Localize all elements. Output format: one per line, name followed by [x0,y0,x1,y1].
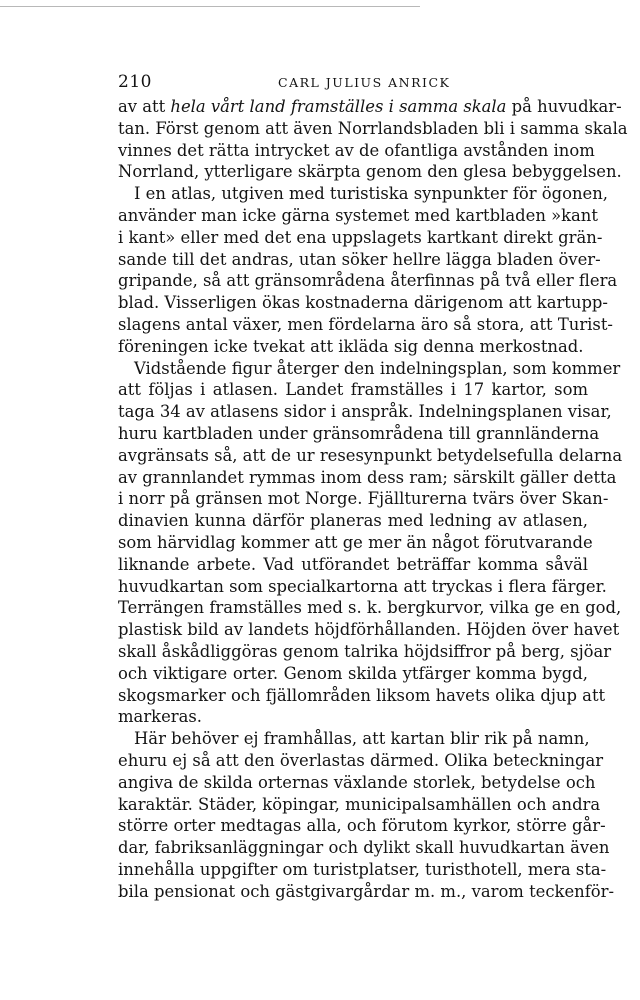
text-line: i kant» eller med det ena uppslagets kartkant direkt grän- [118,227,603,247]
text-line: innehålla uppgifter om turistplatser, turisthotell, mera sta- [118,859,607,879]
text-line: att följas i atlasen. Landet framställes i 17 kartor, som [118,380,588,400]
text-line: skogsmarker och fjällområden liksom havets olika djup att [118,685,606,705]
text-line: ehuru ej så att den överlastas därmed. Olika beteckningar [118,750,604,770]
text-line: slagens antal växer, men fördelarna äro så stora, att Turist- [118,314,613,334]
body-text [118,96,628,902]
text-line: Här behöver ej framhållas, att kartan blir rik på namn, [134,729,590,749]
text-line: sande till det andras, utan söker hellre lägga bladen över- [118,249,601,269]
text-line: större orter medtagas alla, och förutom kyrkor, större går- [118,816,606,836]
text-line: som härvidlag kommer att ge mer än något förutvarande [118,532,593,552]
text-line: Terrängen framställes med s. k. bergkurvor, vilka ge en god, [118,598,622,618]
text-line: Norrland, ytterligare skärpta genom den glesa bebyggelsen. [118,162,622,182]
text-line: I en atlas, utgiven med turistiska synpunkter för ögonen, [134,184,609,204]
text-line: dinavien kunna därför planeras med ledning av atlasen, [118,511,588,531]
text-line: karaktär. Städer, köpingar, municipalsamhällen och andra [118,794,601,814]
text-line: gripande, så att gränsområdena återfinnas på två eller flera [118,271,618,291]
text-line: bila pensionat och gästgivargårdar m. m., varom teckenför- [118,881,615,901]
text-line: och viktigare orter. Genom skilda ytfärger komma bygd, [118,663,588,683]
text-line: dar, fabriksanläggningar och dylikt skall huvudkartan även [118,838,610,858]
text-line: markeras. [118,707,203,727]
text-line: använder man icke gärna systemet med kartbladen »kant [118,205,598,225]
text-line: huru kartbladen under gränsområdena till grannländerna [118,423,600,443]
page-top-rule [0,6,420,7]
text-line: i norr på gränsen mot Norge. Fjällturerna tvärs över Skan- [118,489,609,509]
text-line: liknande arbete. Vad utförandet beträffar komma såväl [118,554,588,574]
text-line: föreningen icke tvekat att ikläda sig denna merkostnad. [118,336,584,356]
running-head: CARL JULIUS ANRICK [278,75,451,90]
text-line: huvudkartan som specialkartorna att tryckas i flera färger. [118,576,607,596]
text-line: skall åskådliggöras genom talrika höjdsiffror på berg, sjöar [118,641,612,661]
page-number: 210 [118,72,152,92]
page-header [118,72,588,94]
text-line: blad. Visserligen ökas kostnaderna därigenom att kartupp- [118,293,608,313]
text-line: vinnes det rätta intrycket av de ofantliga avstånden inom [118,140,595,160]
text-line: avgränsats så, att de ur resesynpunkt betydelsefulla delarna [118,445,623,465]
text-line: av att hela vårt land framställes i samma skala på huvudkar- [118,97,622,116]
text-line: angiva de skilda orternas växlande storlek, betydelse och [118,772,596,792]
emphasis-text: hela vårt land framställes i samma skala [170,97,507,116]
text-line: Vidstående figur återger den indelningsplan, som kommer [134,358,621,378]
text-line: plastisk bild av landets höjdförhållanden. Höjden över havet [118,620,620,640]
text-line: tan. Först genom att även Norrlandsbladen bli i samma skala [118,118,628,138]
text-line: taga 34 av atlasens sidor i anspråk. Indelningsplanen visar, [118,402,612,422]
text-line: av grannlandet rymmas inom dess ram; särskilt gäller detta [118,467,617,487]
